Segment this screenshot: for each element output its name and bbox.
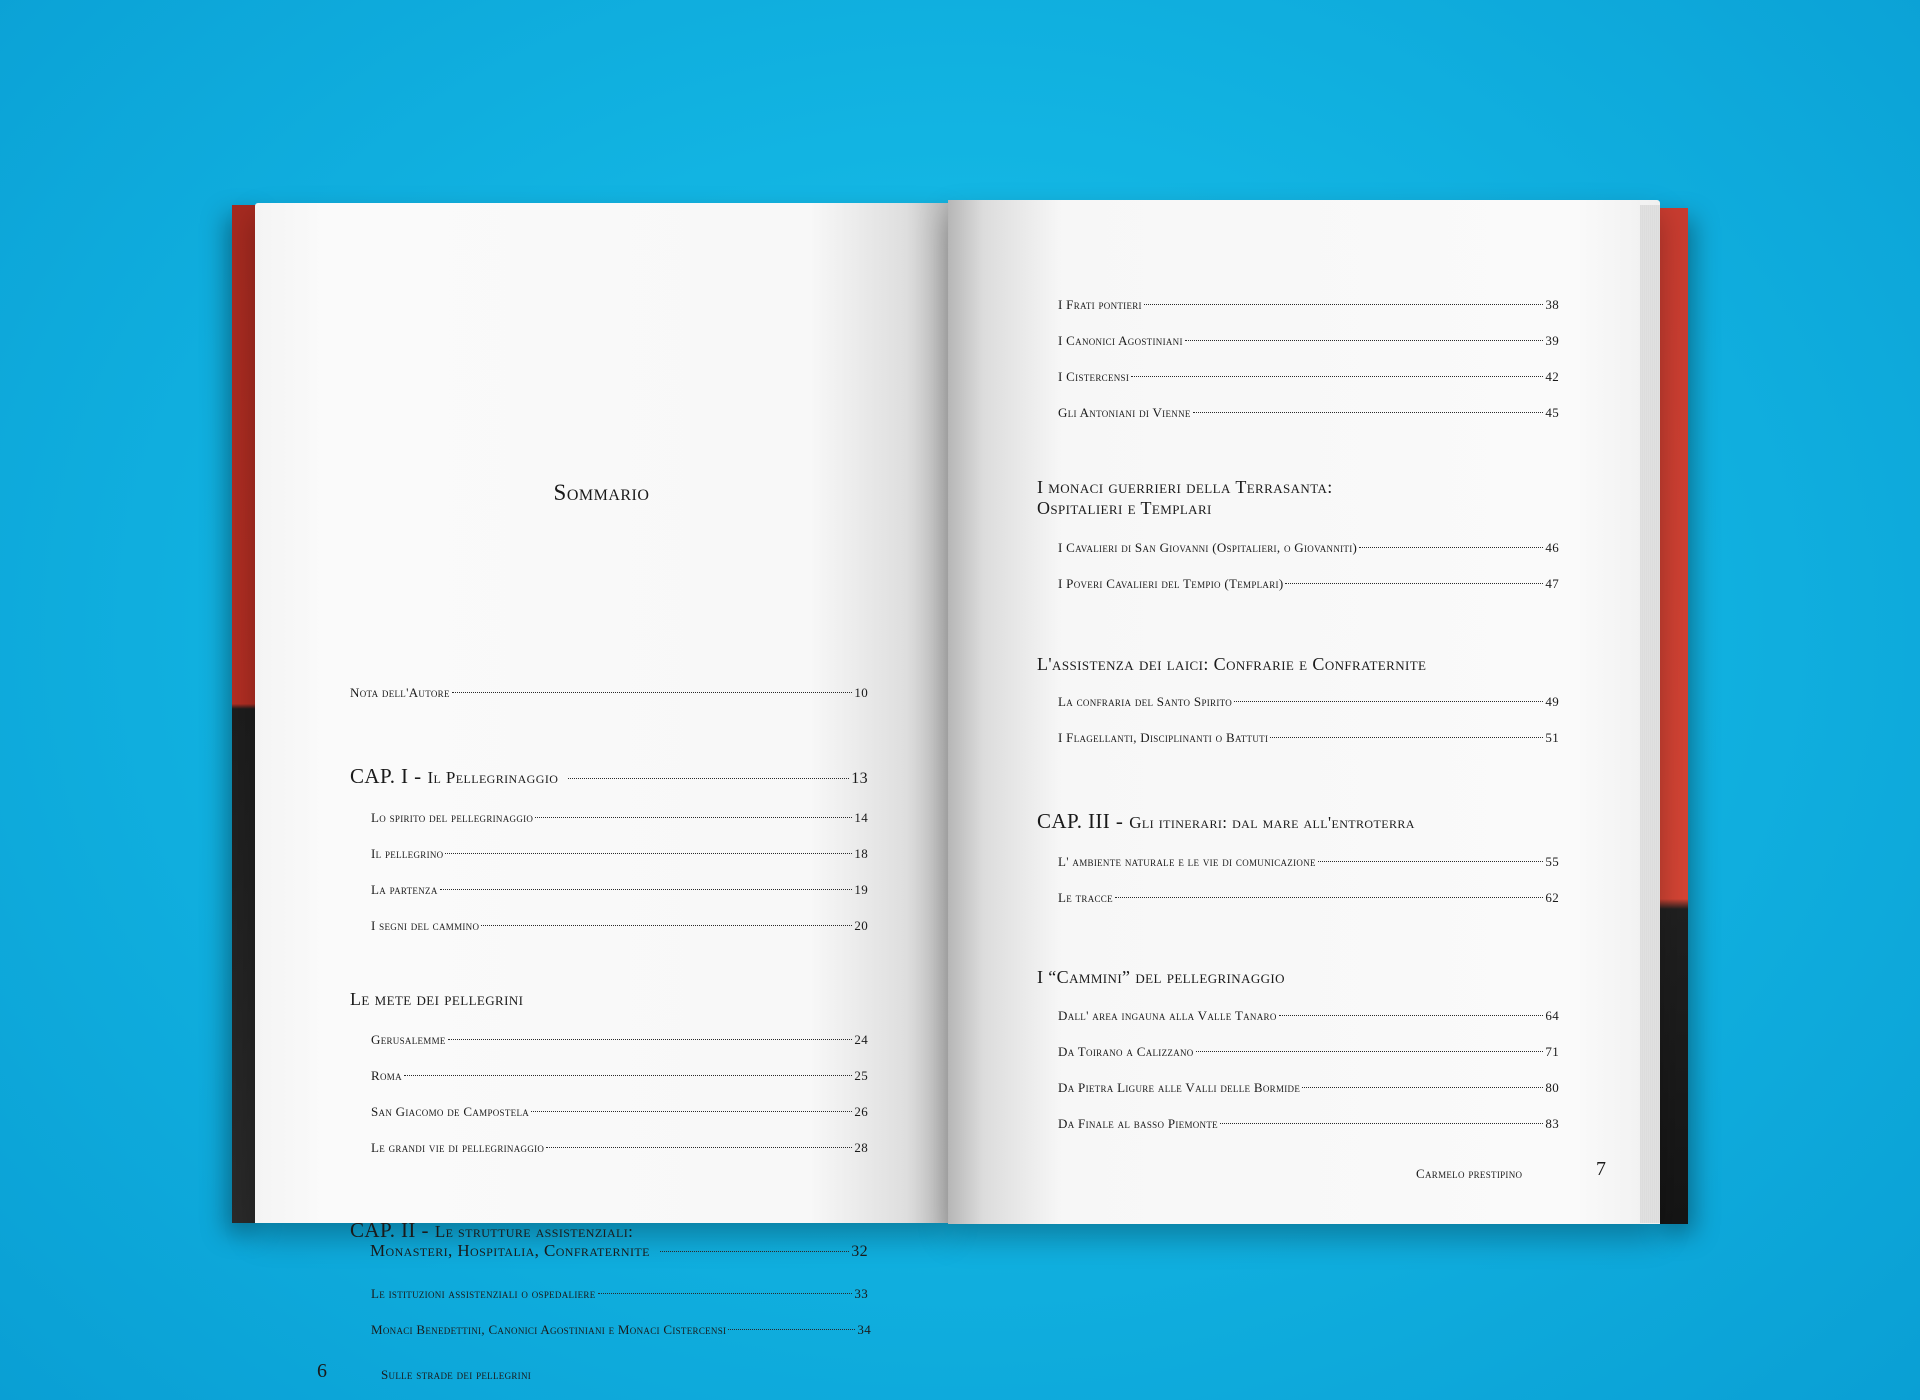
chapter-title: Il Pellegrinaggio [427, 768, 559, 787]
toc-page: 34 [857, 1322, 871, 1337]
toc-page: 80 [1545, 1080, 1559, 1095]
section-heading: I “Cammini” del pellegrinaggio [1037, 967, 1285, 987]
toc-label: Da Pietra Ligure alle Valli delle Bormide [1058, 1080, 1301, 1095]
toc-page: 62 [1545, 890, 1559, 905]
leader-dots [1185, 340, 1544, 341]
leader-dots [535, 817, 852, 818]
toc-entry [371, 846, 868, 862]
leader-dots [1318, 861, 1544, 862]
toc-page: 20 [854, 918, 868, 933]
toc-page: 71 [1545, 1044, 1559, 1059]
toc-page: 13 [851, 770, 868, 787]
page-number: 7 [1596, 1158, 1606, 1180]
section-heading-line2: Ospitalieri e Templari [1037, 498, 1212, 518]
toc-label: Nota dell'Autore [350, 685, 450, 700]
toc-page: 47 [1545, 576, 1559, 591]
leader-dots [728, 1329, 855, 1330]
toc-label: I Flagellanti, Disciplinanti o Battuti [1058, 730, 1269, 745]
toc-entry [1058, 1080, 1559, 1096]
leader-dots [531, 1111, 852, 1112]
page-title: Sommario [553, 480, 650, 505]
toc-page: 28 [854, 1140, 868, 1155]
toc-page: 83 [1545, 1116, 1559, 1131]
leader-dots [546, 1147, 852, 1148]
toc-label: Roma [371, 1068, 402, 1083]
toc-page: 38 [1545, 297, 1559, 312]
toc-entry [371, 918, 868, 934]
toc-page: 45 [1545, 405, 1559, 420]
page-block-edges [1640, 205, 1660, 1223]
toc-entry [371, 1322, 871, 1338]
leader-dots [452, 692, 853, 693]
toc-label: Da Toirano a Calizzano [1058, 1044, 1194, 1059]
toc-label: La confraria del Santo Spirito [1058, 694, 1233, 709]
toc-label: Monaci Benedettini, Canonici Agostiniani e Monaci Cistercensi [371, 1322, 727, 1337]
toc-entry [1058, 405, 1559, 421]
leader-dots [445, 853, 852, 854]
toc-label: I segni del cammino [371, 918, 480, 933]
toc-label: Gerusalemme [371, 1032, 446, 1047]
leader-dots [1131, 376, 1543, 377]
toc-label: I Cavalieri di San Giovanni (Ospitalieri, o Giovanniti) [1058, 540, 1358, 555]
toc-entry [1058, 1008, 1559, 1024]
leader-dots [660, 1251, 849, 1252]
chapter-heading [350, 764, 868, 789]
toc-label: Le grandi vie di pellegrinaggio [371, 1140, 545, 1155]
toc-page: 51 [1545, 730, 1559, 745]
right-page [948, 200, 1660, 1224]
page-number: 6 [317, 1360, 327, 1382]
toc-label: La partenza [371, 882, 438, 897]
toc-entry [1058, 730, 1559, 746]
toc-entry [350, 685, 868, 701]
book-cover-right-edge [1658, 208, 1688, 1224]
leader-dots [1196, 1051, 1544, 1052]
toc-label: Dall' area ingauna alla Valle Tanaro [1058, 1008, 1277, 1023]
leader-dots [1115, 897, 1543, 898]
leader-dots [404, 1075, 853, 1076]
toc-label: Il pellegrino [371, 846, 444, 861]
toc-entry [371, 1068, 868, 1084]
leader-dots [1302, 1087, 1543, 1088]
chapter-number: CAP. III - [1037, 809, 1124, 833]
toc-label: Le istituzioni assistenziali o ospedaliere [371, 1286, 596, 1301]
running-title: Sulle strade dei pellegrini [381, 1367, 532, 1382]
toc-entry [371, 1286, 868, 1302]
leader-dots [1359, 547, 1543, 548]
toc-entry [371, 1140, 868, 1156]
toc-entry [1058, 369, 1559, 385]
leader-dots [598, 1293, 853, 1294]
leader-dots [568, 778, 849, 779]
section-heading: L'assistenza dei laici: Confrarie e Confraternite [1037, 654, 1427, 674]
section-heading [1037, 477, 1333, 519]
leader-dots [1234, 701, 1543, 702]
leader-dots [448, 1039, 853, 1040]
toc-page: 26 [854, 1104, 868, 1119]
toc-entry [371, 810, 868, 826]
toc-label: I Poveri Cavalieri del Tempio (Templari) [1058, 576, 1284, 591]
toc-page: 33 [854, 1286, 868, 1301]
leader-dots [1193, 412, 1544, 413]
toc-entry [1058, 540, 1559, 556]
toc-page: 32 [851, 1243, 868, 1260]
chapter-title: Gli itinerari: dal mare all'entroterra [1129, 813, 1415, 832]
toc-entry [1058, 576, 1559, 592]
chapter-number: CAP. I - [350, 764, 422, 788]
leader-dots [481, 925, 852, 926]
toc-entry [1058, 333, 1559, 349]
toc-entry [1058, 1116, 1559, 1132]
toc-entry [1058, 1044, 1559, 1060]
toc-entry [371, 1104, 868, 1120]
chapter-number: CAP. II - [350, 1218, 429, 1242]
chapter-title-line1: Le strutture assistenziali: [434, 1222, 634, 1241]
leader-dots [1144, 304, 1544, 305]
chapter-title-line2: Monasteri, Hospitalia, Confraternite [370, 1241, 650, 1260]
toc-page: 10 [854, 685, 868, 700]
left-page [255, 203, 948, 1382]
toc-label: San Giacomo de Campostela [371, 1104, 530, 1119]
toc-page: 19 [854, 882, 868, 897]
leader-dots [1285, 583, 1543, 584]
toc-label: Gli Antoniani di Vienne [1058, 405, 1191, 420]
toc-entry [371, 1032, 868, 1048]
toc-entry [1058, 854, 1559, 870]
toc-page: 18 [854, 846, 868, 861]
toc-page: 49 [1545, 694, 1559, 709]
leader-dots [1270, 737, 1543, 738]
toc-label: L' ambiente naturale e le vie di comunicazione [1058, 854, 1316, 869]
toc-label: I Cistercensi [1058, 369, 1130, 384]
running-title: Carmelo prestipino [1416, 1166, 1523, 1181]
section-heading: Le mete dei pellegrini [350, 989, 524, 1009]
leader-dots [1220, 1123, 1543, 1124]
toc-page: 42 [1545, 369, 1559, 384]
toc-page: 46 [1545, 540, 1559, 555]
toc-label: Da Finale al basso Piemonte [1058, 1116, 1218, 1131]
toc-label: Lo spirito del pellegrinaggio [371, 810, 534, 825]
toc-page: 55 [1545, 854, 1559, 869]
leader-dots [1279, 1015, 1544, 1016]
chapter-heading [350, 1218, 868, 1261]
chapter-heading [1037, 809, 1415, 834]
section-heading-line1: I monaci guerrieri della Terrasanta: [1037, 477, 1333, 497]
toc-entry [371, 882, 868, 898]
toc-entry [1058, 694, 1559, 710]
toc-page: 24 [854, 1032, 868, 1047]
toc-entry [1058, 297, 1559, 313]
toc-page: 14 [854, 810, 868, 825]
toc-page: 64 [1545, 1008, 1559, 1023]
toc-page: 39 [1545, 333, 1559, 348]
leader-dots [440, 889, 853, 890]
toc-label: I Frati pontieri [1058, 297, 1142, 312]
toc-label: Le tracce [1058, 890, 1113, 905]
toc-page: 25 [854, 1068, 868, 1083]
toc-label: I Canonici Agostiniani [1058, 333, 1183, 348]
toc-entry [1058, 890, 1559, 906]
